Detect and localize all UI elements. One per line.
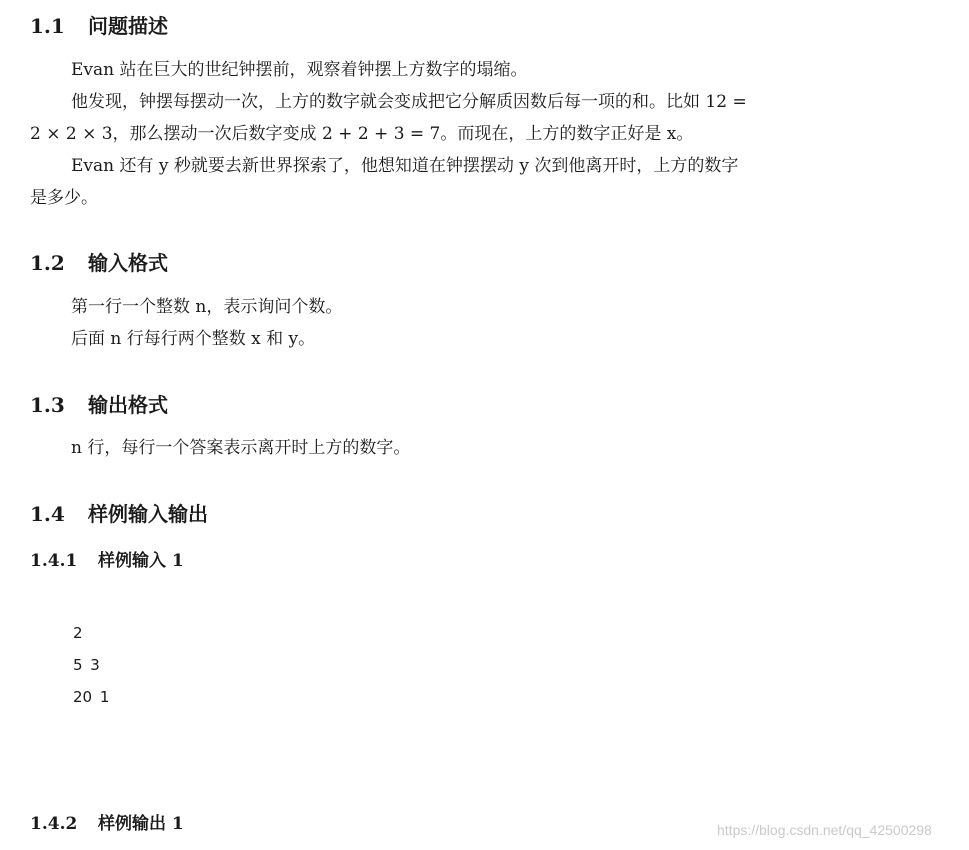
problem-paragraph-2-line-1: 他发现，钟摆每摆动一次，上方的数字就会变成把它分解质因数后每一项的和。比如 12 = [71,92,747,112]
problem-paragraph-1: Evan 站在巨大的世纪钟摆前，观察着钟摆上方数字的塌缩。 [71,60,528,80]
section-number: 1.2 [30,251,65,275]
problem-paragraph-2-line-2: 2 × 2 × 3，那么摆动一次后数字变成 2 + 2 + 3 = 7。而现在，上方的数字正好是 x。 [30,124,694,144]
watermark: https://blog.csdn.net/qq_42500298 [717,822,932,838]
subsection-number: 1.4.1 [30,551,78,571]
section-heading-1-2 [30,247,168,276]
input-format-line-1: 第一行一个整数 n，表示询问个数。 [71,297,343,317]
section-title: 问题描述 [88,14,168,38]
sample-input-line-2: 5 3 [73,656,100,674]
section-heading-1-4 [30,498,208,527]
problem-paragraph-3-line-1: Evan 还有 y 秒就要去新世界探索了，他想知道在钟摆摆动 y 次到他离开时，上方的数字 [71,156,739,176]
section-title: 样例输入输出 [88,502,208,526]
section-number: 1.1 [30,14,65,38]
subsection-number: 1.4.2 [30,814,78,834]
section-title: 输入格式 [88,251,168,275]
subsection-heading-1-4-2 [30,809,184,834]
input-format-line-2: 后面 n 行每行两个整数 x 和 y。 [71,329,316,349]
section-number: 1.3 [30,393,65,417]
section-title: 输出格式 [88,393,168,417]
sample-input-line-1: 2 [73,624,83,642]
subsection-title: 样例输出 1 [98,814,184,834]
section-number: 1.4 [30,502,65,526]
problem-paragraph-3-line-2: 是多少。 [30,188,98,208]
section-heading-1-1 [30,10,168,39]
subsection-title: 样例输入 1 [98,551,184,571]
sample-input-line-3: 20 1 [73,688,110,706]
subsection-heading-1-4-1 [30,546,184,571]
output-format-line-1: n 行，每行一个答案表示离开时上方的数字。 [71,438,411,458]
section-heading-1-3 [30,389,168,418]
